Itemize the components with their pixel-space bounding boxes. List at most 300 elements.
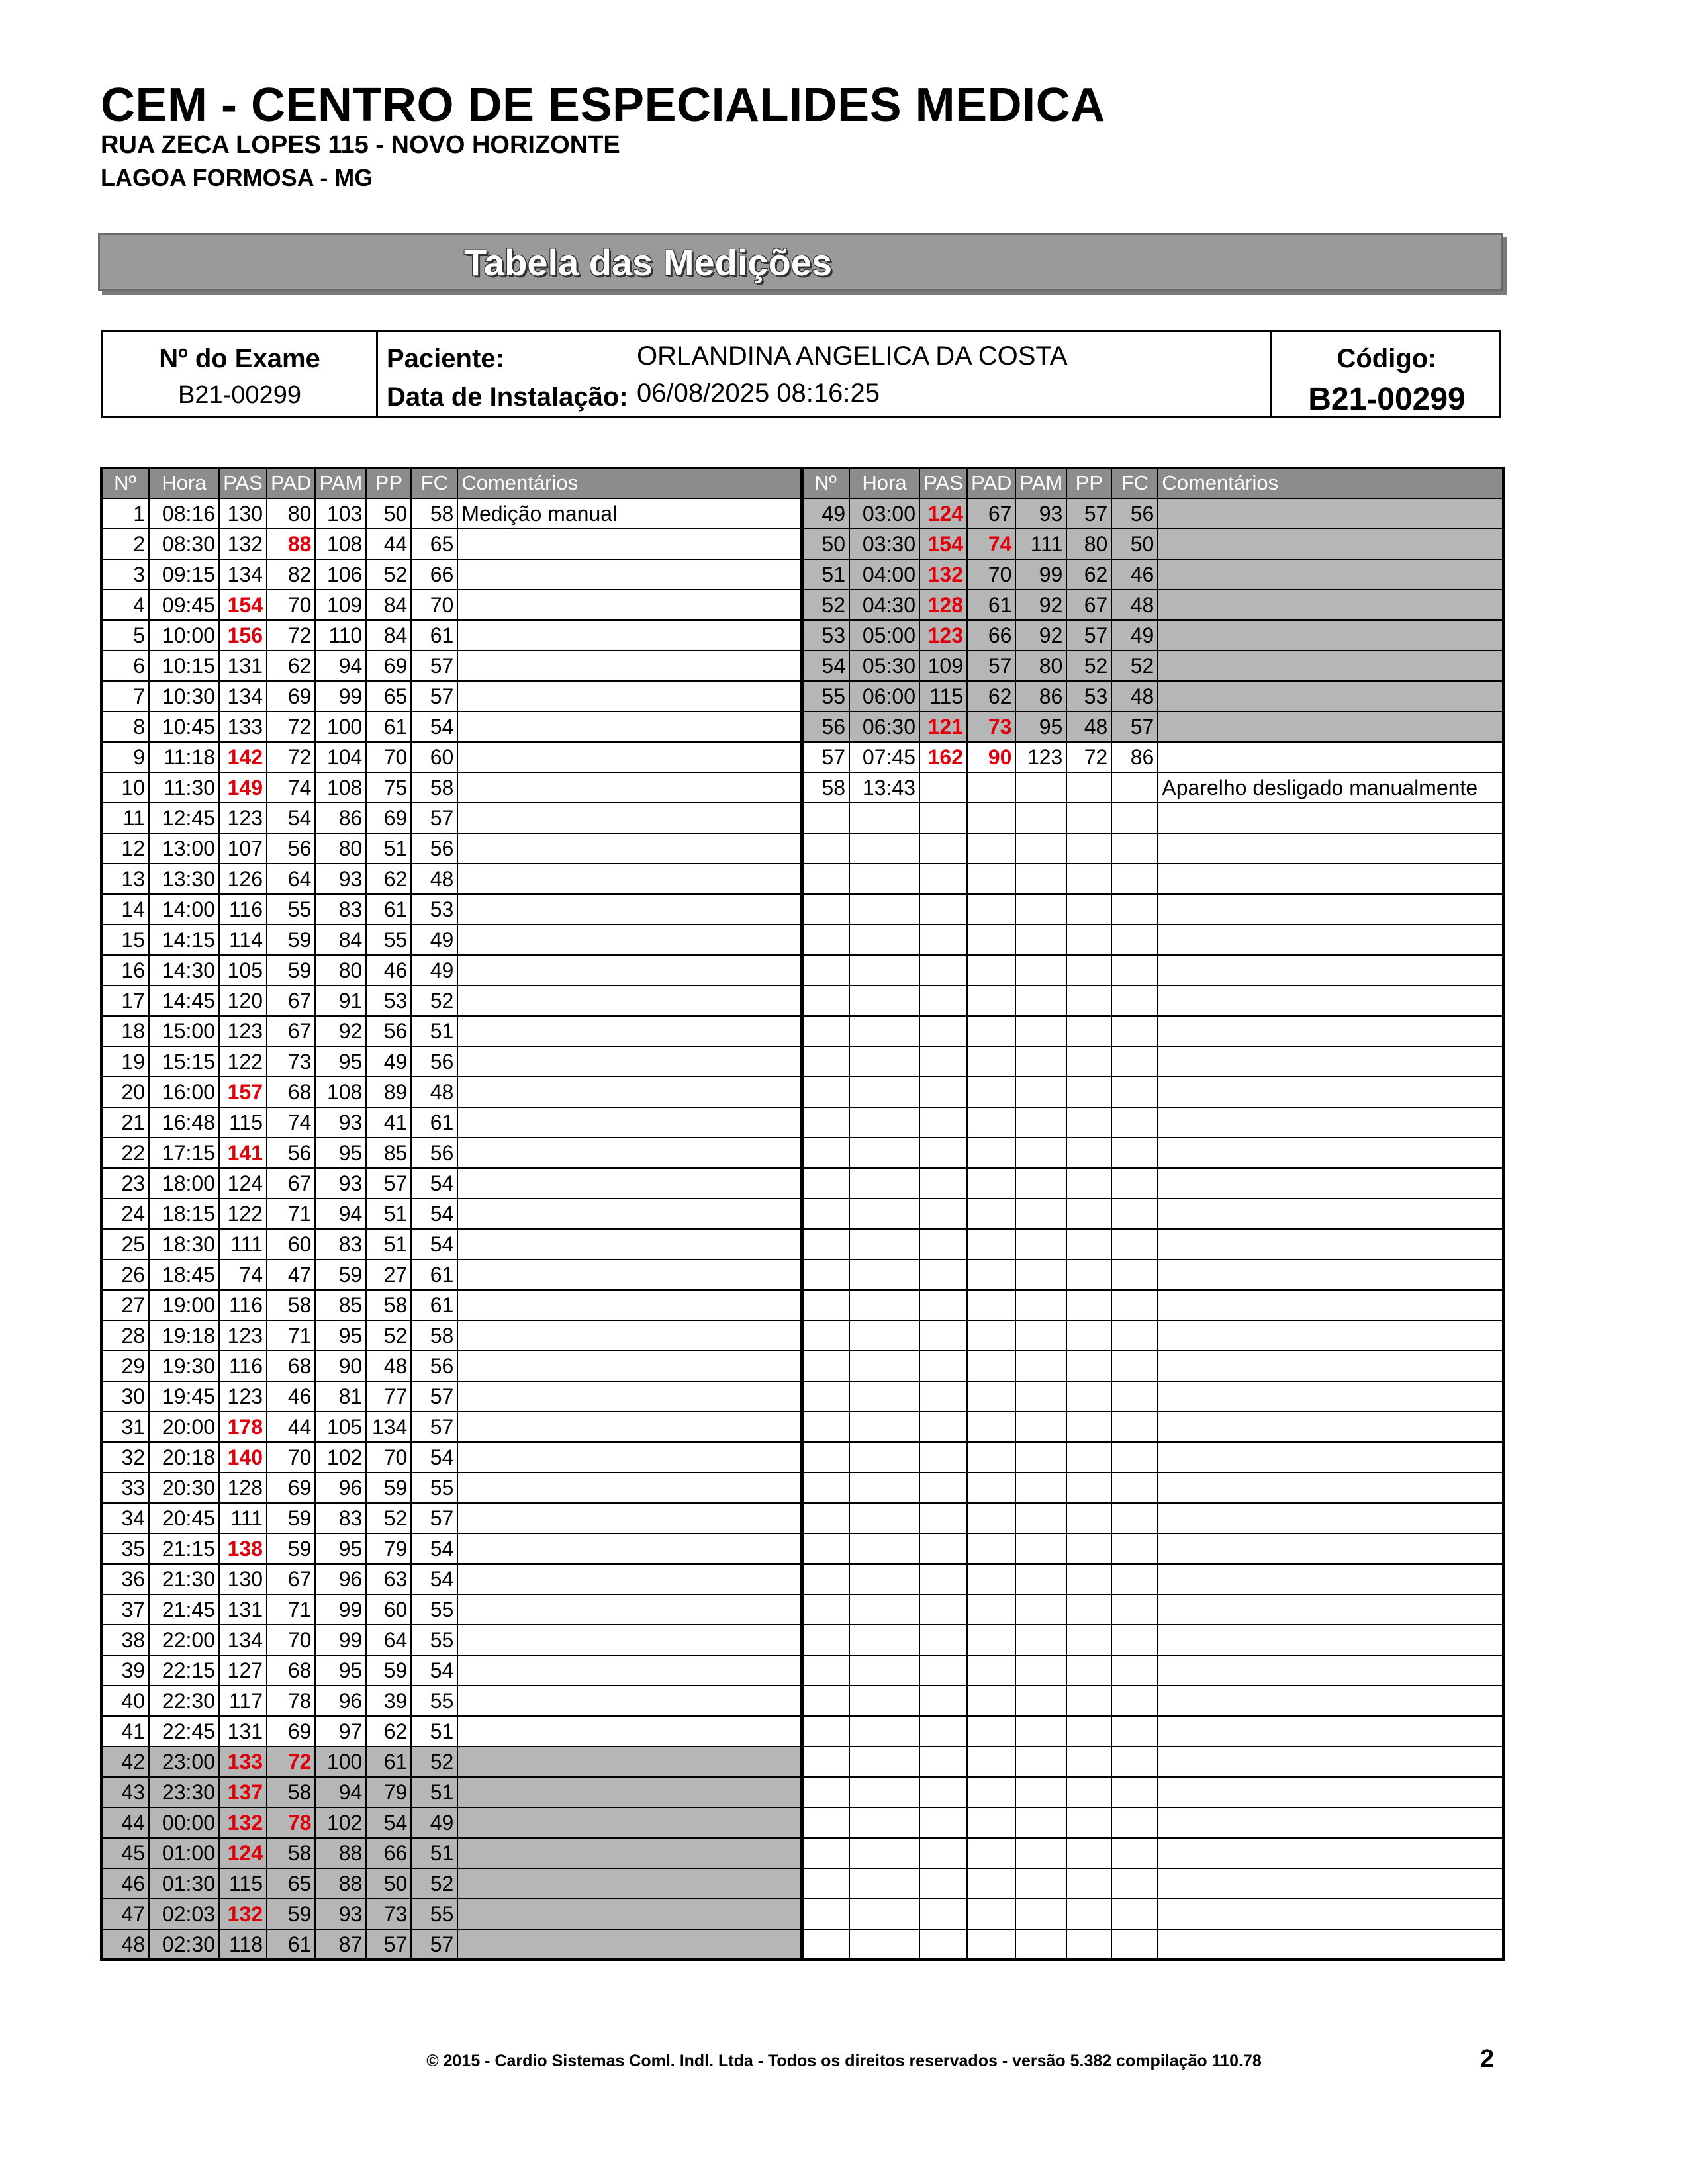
cell-pam <box>1015 1503 1066 1533</box>
cell-pas <box>919 1351 967 1381</box>
cell-pam <box>1015 1807 1066 1838</box>
cell-num: 2 <box>101 529 149 559</box>
table-row <box>802 590 1503 620</box>
col-header-pad: PAD <box>267 468 315 498</box>
cell-comment <box>1158 864 1503 894</box>
cell-hora <box>849 1747 919 1777</box>
cell-fc: 55 <box>411 1594 457 1625</box>
cell-pas: 134 <box>219 1625 267 1655</box>
table-row <box>802 742 1503 772</box>
cell-pp: 51 <box>366 1229 411 1259</box>
cell-pas <box>919 1016 967 1046</box>
cell-comment <box>457 985 803 1016</box>
cell-pp: 89 <box>366 1077 411 1107</box>
cell-pas: 132 <box>219 529 267 559</box>
cell-hora <box>849 1016 919 1046</box>
cell-pp <box>1066 1046 1111 1077</box>
cell-pp: 57 <box>366 1168 411 1199</box>
cell-fc <box>1111 1138 1158 1168</box>
cell-hora: 15:15 <box>149 1046 219 1077</box>
cell-pad: 66 <box>967 620 1015 651</box>
table-row <box>101 1594 803 1625</box>
cell-fc <box>1111 1259 1158 1290</box>
cell-pad: 70 <box>267 1442 315 1473</box>
cell-pad <box>967 1868 1015 1899</box>
cell-fc: 54 <box>411 1533 457 1564</box>
table-row <box>802 1503 1503 1533</box>
cell-comment: Aparelho desligado manualmente <box>1158 772 1503 803</box>
cell-comment <box>1158 529 1503 559</box>
col-header-num: Nº <box>101 468 149 498</box>
cell-num <box>802 1473 849 1503</box>
cell-num: 45 <box>101 1838 149 1868</box>
cell-pp: 69 <box>366 803 411 833</box>
cell-pas <box>919 1899 967 1929</box>
cell-pad <box>967 1503 1015 1533</box>
cell-fc: 46 <box>1111 559 1158 590</box>
table-row <box>101 1412 803 1442</box>
cell-comment <box>457 803 803 833</box>
cell-hora <box>849 1899 919 1929</box>
cell-pad <box>967 1533 1015 1564</box>
cell-num: 39 <box>101 1655 149 1686</box>
cell-fc <box>1111 1594 1158 1625</box>
cell-comment <box>1158 1351 1503 1381</box>
table-row <box>802 1899 1503 1929</box>
cell-pad <box>967 1199 1015 1229</box>
col-header-pam: PAM <box>1015 468 1066 498</box>
cell-hora: 19:45 <box>149 1381 219 1412</box>
cell-pas <box>919 925 967 955</box>
cell-num <box>802 1351 849 1381</box>
cell-fc: 58 <box>411 1320 457 1351</box>
cell-pas: 124 <box>219 1838 267 1868</box>
cell-pp: 53 <box>366 985 411 1016</box>
table-row <box>101 1473 803 1503</box>
cell-hora: 20:30 <box>149 1473 219 1503</box>
cell-num: 46 <box>101 1868 149 1899</box>
cell-fc <box>1111 803 1158 833</box>
cell-pam <box>1015 955 1066 985</box>
table-row <box>101 1838 803 1868</box>
table-row <box>802 1564 1503 1594</box>
table-row <box>802 1077 1503 1107</box>
cell-pad: 44 <box>267 1412 315 1442</box>
exam-info-box <box>101 330 1501 418</box>
cell-pp: 62 <box>1066 559 1111 590</box>
cell-num: 8 <box>101 711 149 742</box>
cell-pad: 71 <box>267 1320 315 1351</box>
cell-pp: 65 <box>366 681 411 711</box>
cell-comment <box>457 955 803 985</box>
table-row <box>101 772 803 803</box>
cell-pp <box>1066 1320 1111 1351</box>
cell-pp: 59 <box>366 1473 411 1503</box>
cell-pp <box>1066 1138 1111 1168</box>
cell-num: 24 <box>101 1199 149 1229</box>
cell-pp <box>1066 1503 1111 1533</box>
cell-comment <box>457 1107 803 1138</box>
cell-pp <box>1066 1716 1111 1747</box>
cell-pas: 117 <box>219 1686 267 1716</box>
measurements-table-left <box>101 467 804 1960</box>
cell-hora: 13:43 <box>849 772 919 803</box>
cell-comment <box>1158 833 1503 864</box>
table-row <box>802 1625 1503 1655</box>
cell-pas <box>919 985 967 1016</box>
cell-fc: 50 <box>1111 529 1158 559</box>
cell-pp: 55 <box>366 925 411 955</box>
cell-pp <box>1066 1807 1111 1838</box>
cell-pam: 84 <box>315 925 366 955</box>
cell-comment <box>457 1533 803 1564</box>
cell-comment <box>457 1655 803 1686</box>
cell-pas: 156 <box>219 620 267 651</box>
install-date-value: 06/08/2025 08:16:25 <box>637 379 880 408</box>
cell-num: 55 <box>802 681 849 711</box>
cell-pp: 64 <box>366 1625 411 1655</box>
cell-fc: 54 <box>411 1199 457 1229</box>
cell-num: 27 <box>101 1290 149 1320</box>
cell-num: 41 <box>101 1716 149 1747</box>
cell-pad <box>967 1686 1015 1716</box>
cell-num: 7 <box>101 681 149 711</box>
table-row <box>802 985 1503 1016</box>
cell-num <box>802 1138 849 1168</box>
cell-pas <box>919 1929 967 1960</box>
cell-comment <box>1158 1046 1503 1077</box>
cell-fc: 66 <box>411 559 457 590</box>
cell-pp: 61 <box>366 1747 411 1777</box>
cell-pp <box>1066 1777 1111 1807</box>
cell-pam: 100 <box>315 1747 366 1777</box>
cell-fc: 56 <box>1111 498 1158 529</box>
cell-fc: 54 <box>411 711 457 742</box>
cell-pas: 114 <box>219 925 267 955</box>
cell-hora: 04:00 <box>849 559 919 590</box>
cell-pam <box>1015 1259 1066 1290</box>
cell-num: 13 <box>101 864 149 894</box>
cell-pas <box>919 1868 967 1899</box>
table-row <box>101 1168 803 1199</box>
cell-pas <box>919 864 967 894</box>
cell-num: 12 <box>101 833 149 864</box>
cell-hora <box>849 1473 919 1503</box>
cell-pp <box>1066 864 1111 894</box>
cell-hora <box>849 1777 919 1807</box>
cell-comment <box>1158 1747 1503 1777</box>
cell-pam: 96 <box>315 1564 366 1594</box>
cell-comment <box>457 651 803 681</box>
table-row <box>101 1229 803 1259</box>
cell-hora <box>849 1107 919 1138</box>
cell-pp <box>1066 803 1111 833</box>
cell-pp <box>1066 772 1111 803</box>
cell-hora: 22:45 <box>149 1716 219 1747</box>
cell-pp <box>1066 1381 1111 1412</box>
cell-pas <box>919 1199 967 1229</box>
cell-pam <box>1015 1229 1066 1259</box>
cell-fc: 70 <box>411 590 457 620</box>
cell-num: 35 <box>101 1533 149 1564</box>
cell-comment <box>457 1046 803 1077</box>
install-date-label: Data de Instalação: <box>387 383 628 412</box>
table-row <box>802 833 1503 864</box>
cell-hora: 16:48 <box>149 1107 219 1138</box>
patient-name: ORLANDINA ANGELICA DA COSTA <box>637 341 1068 371</box>
cell-num <box>802 1868 849 1899</box>
cell-comment <box>1158 985 1503 1016</box>
cell-fc: 48 <box>1111 681 1158 711</box>
cell-fc: 58 <box>411 772 457 803</box>
cell-comment <box>457 1716 803 1747</box>
cell-comment <box>457 1564 803 1594</box>
cell-pas: 134 <box>219 681 267 711</box>
cell-pas: 128 <box>919 590 967 620</box>
cell-num: 22 <box>101 1138 149 1168</box>
table-row <box>101 529 803 559</box>
cell-pam: 108 <box>315 1077 366 1107</box>
cell-pp <box>1066 1442 1111 1473</box>
table-row <box>101 1716 803 1747</box>
cell-pas: 105 <box>219 955 267 985</box>
cell-comment <box>457 1077 803 1107</box>
table-row <box>101 1259 803 1290</box>
cell-pp <box>1066 1899 1111 1929</box>
cell-hora <box>849 1046 919 1077</box>
cell-fc: 61 <box>411 1259 457 1290</box>
cell-fc: 57 <box>411 1503 457 1533</box>
table-row <box>802 1412 1503 1442</box>
cell-pad: 74 <box>267 772 315 803</box>
cell-pp: 72 <box>1066 742 1111 772</box>
cell-pp: 59 <box>366 1655 411 1686</box>
cell-hora <box>849 1838 919 1868</box>
cell-fc: 54 <box>411 1564 457 1594</box>
cell-pad <box>967 1929 1015 1960</box>
cell-pas <box>919 1412 967 1442</box>
patient-label: Paciente: <box>387 344 504 373</box>
clinic-address: RUA ZECA LOPES 115 - NOVO HORIZONTE <box>101 131 620 159</box>
cell-pp: 27 <box>366 1259 411 1290</box>
cell-pam <box>1015 894 1066 925</box>
cell-num: 30 <box>101 1381 149 1412</box>
cell-pad: 71 <box>267 1594 315 1625</box>
cell-num <box>802 1412 849 1442</box>
cell-fc <box>1111 1381 1158 1412</box>
cell-fc <box>1111 1473 1158 1503</box>
cell-num: 49 <box>802 498 849 529</box>
cell-pas: 124 <box>919 498 967 529</box>
cell-num: 28 <box>101 1320 149 1351</box>
cell-fc <box>1111 1168 1158 1199</box>
col-header-num: Nº <box>802 468 849 498</box>
cell-pam: 103 <box>315 498 366 529</box>
cell-comment <box>1158 1381 1503 1412</box>
cell-hora: 22:30 <box>149 1686 219 1716</box>
cell-pad <box>967 864 1015 894</box>
cell-num <box>802 1899 849 1929</box>
cell-hora <box>849 1533 919 1564</box>
cell-pp: 54 <box>366 1807 411 1838</box>
cell-pam: 93 <box>1015 498 1066 529</box>
cell-num: 51 <box>802 559 849 590</box>
cell-pas: 131 <box>219 1716 267 1747</box>
cell-pam: 83 <box>315 1229 366 1259</box>
cell-num <box>802 1625 849 1655</box>
cell-num: 11 <box>101 803 149 833</box>
cell-pas <box>919 803 967 833</box>
cell-pp: 77 <box>366 1381 411 1412</box>
cell-pad: 68 <box>267 1655 315 1686</box>
cell-comment <box>1158 498 1503 529</box>
cell-hora: 06:00 <box>849 681 919 711</box>
cell-hora: 19:00 <box>149 1290 219 1320</box>
cell-comment <box>1158 651 1503 681</box>
cell-pad: 80 <box>267 498 315 529</box>
cell-fc <box>1111 1777 1158 1807</box>
cell-fc <box>1111 1564 1158 1594</box>
col-header-pas: PAS <box>219 468 267 498</box>
cell-comment <box>457 620 803 651</box>
cell-num: 44 <box>101 1807 149 1838</box>
cell-comment <box>457 1747 803 1777</box>
cell-pam <box>1015 772 1066 803</box>
cell-fc: 49 <box>411 1807 457 1838</box>
cell-pp: 52 <box>1066 651 1111 681</box>
cell-pam: 99 <box>315 1594 366 1625</box>
cell-pp <box>1066 1747 1111 1777</box>
table-row <box>101 1107 803 1138</box>
cell-pad: 67 <box>267 1016 315 1046</box>
cell-pp <box>1066 1838 1111 1868</box>
cell-pp: 53 <box>1066 681 1111 711</box>
cell-hora: 13:00 <box>149 833 219 864</box>
cell-hora: 21:30 <box>149 1564 219 1594</box>
cell-comment <box>457 1138 803 1168</box>
cell-comment <box>457 1899 803 1929</box>
cell-comment <box>457 864 803 894</box>
cell-pp <box>1066 1016 1111 1046</box>
cell-pp <box>1066 925 1111 955</box>
cell-fc <box>1111 1655 1158 1686</box>
cell-comment <box>457 1777 803 1807</box>
table-row <box>101 681 803 711</box>
table-row <box>802 772 1503 803</box>
measurements-table-right <box>801 467 1504 1960</box>
cell-hora: 10:15 <box>149 651 219 681</box>
cell-fc <box>1111 1412 1158 1442</box>
cell-pp: 50 <box>366 1868 411 1899</box>
table-row <box>101 1077 803 1107</box>
cell-pas: 154 <box>919 529 967 559</box>
cell-fc <box>1111 1107 1158 1138</box>
cell-num: 18 <box>101 1016 149 1046</box>
cell-pas <box>919 1564 967 1594</box>
cell-comment <box>457 742 803 772</box>
table-row <box>101 1351 803 1381</box>
table-row <box>802 1686 1503 1716</box>
cell-pp: 79 <box>366 1777 411 1807</box>
table-row <box>101 1320 803 1351</box>
cell-pas: 115 <box>919 681 967 711</box>
cell-fc <box>1111 1807 1158 1838</box>
cell-fc <box>1111 1046 1158 1077</box>
cell-pad <box>967 1777 1015 1807</box>
cell-fc <box>1111 1290 1158 1320</box>
col-header-pad: PAD <box>967 468 1015 498</box>
cell-pas: 130 <box>219 498 267 529</box>
cell-comment <box>457 1320 803 1351</box>
cell-pp <box>1066 985 1111 1016</box>
cell-pad: 78 <box>267 1807 315 1838</box>
cell-pp <box>1066 1533 1111 1564</box>
cell-fc <box>1111 1686 1158 1716</box>
cell-hora: 14:15 <box>149 925 219 955</box>
cell-pad: 59 <box>267 1899 315 1929</box>
cell-num: 17 <box>101 985 149 1016</box>
cell-num: 31 <box>101 1412 149 1442</box>
cell-pad: 46 <box>267 1381 315 1412</box>
cell-pam <box>1015 1351 1066 1381</box>
cell-pad <box>967 1046 1015 1077</box>
cell-pas: 74 <box>219 1259 267 1290</box>
cell-hora: 02:03 <box>149 1899 219 1929</box>
table-row <box>101 1503 803 1533</box>
cell-pam <box>1015 1168 1066 1199</box>
table-row <box>101 1747 803 1777</box>
cell-num: 1 <box>101 498 149 529</box>
cell-pam <box>1015 1594 1066 1625</box>
cell-pp <box>1066 1168 1111 1199</box>
cell-pas <box>919 772 967 803</box>
cell-num: 52 <box>802 590 849 620</box>
cell-fc <box>1111 772 1158 803</box>
cell-num: 36 <box>101 1564 149 1594</box>
cell-pas: 107 <box>219 833 267 864</box>
cell-comment <box>1158 1686 1503 1716</box>
cell-hora <box>849 1929 919 1960</box>
cell-pam: 111 <box>1015 529 1066 559</box>
cell-pp: 73 <box>366 1899 411 1929</box>
table-row <box>802 1046 1503 1077</box>
cell-num: 16 <box>101 955 149 985</box>
table-row <box>802 1777 1503 1807</box>
cell-pp <box>1066 833 1111 864</box>
cell-num <box>802 1077 849 1107</box>
cell-pas: 123 <box>919 620 967 651</box>
table-row <box>802 864 1503 894</box>
table-row <box>101 894 803 925</box>
table-row <box>101 864 803 894</box>
cell-pas: 115 <box>219 1107 267 1138</box>
cell-pad <box>967 1229 1015 1259</box>
cell-pad: 59 <box>267 1503 315 1533</box>
cell-hora: 08:30 <box>149 529 219 559</box>
cell-comment <box>457 1381 803 1412</box>
cell-pad <box>967 1899 1015 1929</box>
cell-pas <box>919 1625 967 1655</box>
cell-pas: 132 <box>919 559 967 590</box>
cell-pad <box>967 1655 1015 1686</box>
cell-pad: 71 <box>267 1199 315 1229</box>
cell-pas: 116 <box>219 894 267 925</box>
cell-num <box>802 1199 849 1229</box>
cell-num: 29 <box>101 1351 149 1381</box>
cell-hora: 01:30 <box>149 1868 219 1899</box>
cell-fc: 52 <box>411 1747 457 1777</box>
table-row <box>802 651 1503 681</box>
